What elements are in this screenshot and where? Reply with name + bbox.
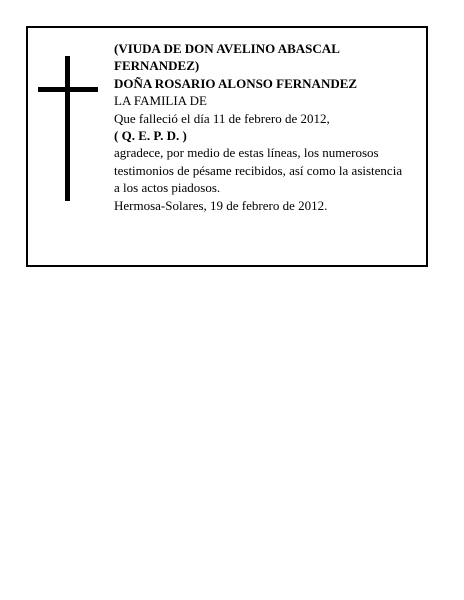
rip-line: ( Q. E. P. D. )	[114, 128, 187, 144]
widow-line-1: (VIUDA DE DON AVELINO ABASCAL	[114, 41, 340, 56]
cross-horizontal-bar	[38, 87, 98, 92]
deceased-name: DOÑA ROSARIO ALONSO FERNANDEZ	[114, 75, 358, 91]
notice-text	[114, 40, 424, 214]
cross-vertical-bar	[65, 56, 70, 201]
obituary-notice	[26, 26, 428, 267]
body-line-2: testimonios de pésame recibidos, así como la asistencia	[114, 162, 403, 178]
body-line-1: agradece, por medio de estas líneas, los numerosos	[114, 145, 379, 161]
cross-icon	[38, 56, 98, 201]
body-line-3: a los actos piadosos.	[114, 180, 221, 196]
death-date-line: Que falleció el día 11 de febrero de 2012,	[114, 110, 330, 126]
widow-line-2: FERNANDEZ)	[114, 58, 200, 74]
family-line: LA FAMILIA DE	[114, 93, 207, 109]
place-date-line: Hermosa-Solares, 19 de febrero de 2012.	[114, 197, 328, 213]
